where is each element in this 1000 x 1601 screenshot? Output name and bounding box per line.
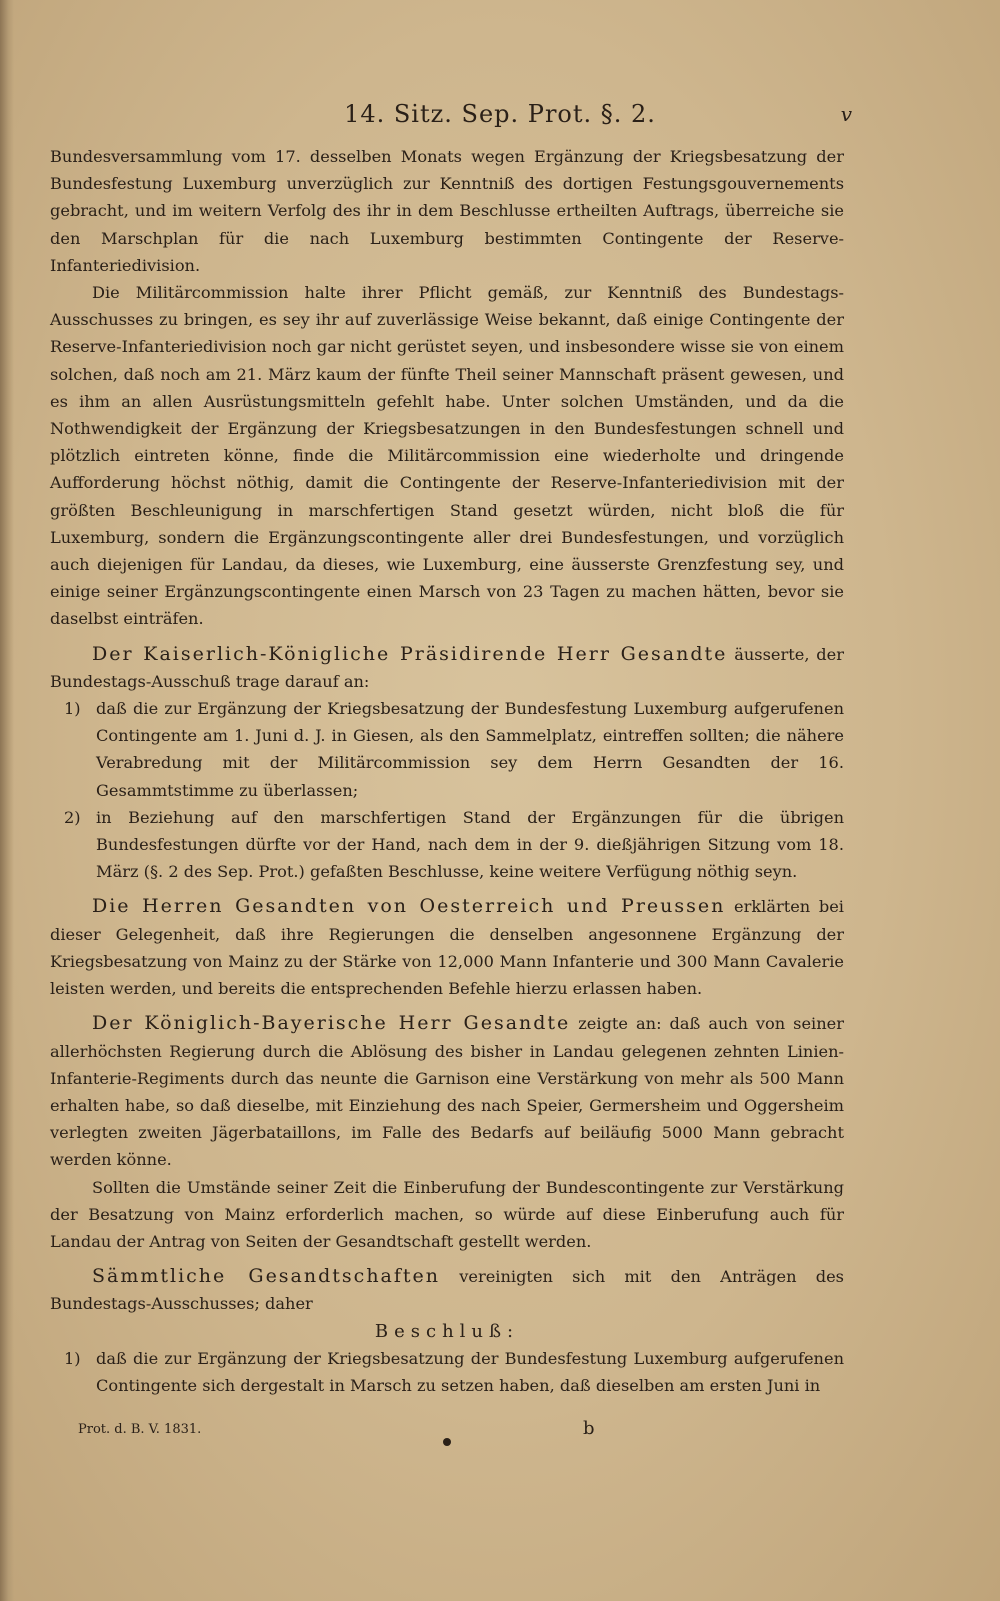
list-item	[50, 1345, 844, 1399]
resolution-list	[50, 1345, 844, 1399]
page-edge-shadow	[0, 0, 14, 1601]
paragraph-3	[50, 641, 844, 695]
paragraph-7	[50, 1263, 844, 1317]
body-text	[50, 143, 844, 1399]
paragraph-4-lead: Die Herren Gesandten von Oesterreich und Preussen	[92, 895, 726, 918]
list-item-text: in Beziehung auf den marschfertigen Stand der Ergänzungen für die übrigen Bundesfestungen dürfte vor der Hand, nach dem in der 9. dießjährigen Sitzung vom 18. März (§. 2 des Sep. Prot.) gefaßten Beschlusse, keine weitere Verfügung nöthig seyn.	[96, 807, 844, 882]
paragraph-4	[50, 893, 844, 1002]
signature-mark: Prot. d. B. V. 1831.	[78, 1422, 202, 1437]
paragraph-5-rest: zeigte an: daß auch von seiner allerhöchsten Regierung durch die Ablösung des bisher in Landau gelegenen zehnten Linien-Infanterie-Regiments durch das neunte die Garnison eine Verstärkung von mehr als 500 Mann erhalten habe, so daß dieselbe, mit Einziehung des nach Speier, Germersheim und Oggersheim verlegten zweiten Jägerbataillons, im Falle des Bedarfs auf beiläufig 5000 Mann gebracht werden könne.	[50, 1014, 844, 1170]
paragraph-6: Sollten die Umstände seiner Zeit die Einberufung der Bundescontingente zur Verstärkung der Besatzung von Mainz erforderlich machen, so würde auf diese Einberufung auch für Landau der Antrag von Seiten der Gesandtschaft gestellt werden.	[50, 1177, 844, 1251]
resolution-heading: Beschluß:	[374, 1320, 520, 1342]
list-item	[50, 695, 844, 804]
list-item-text: daß die zur Ergänzung der Kriegsbesatzung der Bundesfestung Luxemburg aufgerufenen Contingente sich dergestalt in Marsch zu setzen haben, daß dieselben am ersten Juni in	[96, 1348, 844, 1395]
list-item-text: daß die zur Ergänzung der Kriegsbesatzung der Bundesfestung Luxemburg aufgerufenen Contingente am 1. Juni d. J. in Giesen, als den Sammelplatz, eintreffen sollten; die nähere Verabredung mit der Militärcommission sey dem Herrn Gesandten der 16. Gesammtstimme zu überlassen;	[96, 699, 844, 800]
proposal-list	[50, 695, 844, 885]
paragraph-7-lead: Sämmtliche Gesandtschaften	[92, 1265, 441, 1288]
paragraph-2: Die Militärcommission halte ihrer Pflicht gemäß, zur Kenntniß des Bundestags-Ausschusses zu bringen, es sey ihr auf zuverlässige Weise bekannt, daß einige Contingente der Reserve-Infanteriedivision noch gar nicht gerüstet seyen, und insbesondere wisse sie von einem solchen, daß noch am 21. März kaum der fünfte Theil seiner Mannschaft präsent gewesen, und es ihm an allen Ausrüstungsmitteln gefehlt habe. Unter solchen Umständen, und da die Nothwendigkeit der Ergänzung der Kriegsbesatzungen in den Bundesfestungen schnell und plötzlich eintreten könne, finde die Militärcommission eine wiederholte und dringende Aufforderung höchst nöthig, damit die Contingente der Reserve-Infanteriedivision mit der größten Beschleunigung in marschfertigen Stand gesetzt würden, nicht bloß die für Luxemburg, sondern die Ergänzungscontingente aller drei Bundesfestungen, und vorzüglich auch diejenigen für Landau, da dieses, wie Luxemburg, eine äusserste Grenzfestung sey, und einige seiner Ergänzungscontingente einen Marsch von 23 Tagen zu machen hätten, bevor sie daselbst einträfen.	[50, 283, 844, 629]
paragraph-7-rest: vereinigten sich mit den Anträgen des Bundestags-Ausschusses; daher	[50, 1267, 844, 1314]
paragraph-5-lead: Der Königlich-Bayerische Herr Gesandte	[92, 1012, 571, 1035]
page-footer	[0, 1418, 1000, 1448]
ink-dot	[443, 1438, 451, 1446]
list-item-number: 2)	[64, 807, 81, 827]
paragraph-4-rest: erklärten bei dieser Gelegenheit, daß ihre Regierungen die denselben angesonnene Ergänzung der Kriegsbesatzung von Mainz zu der Stärke von 12,000 Mann Infanterie und 300 Mann Cavalerie leisten werden, und bereits die entsprechenden Befehle hierzu erlassen haben.	[50, 897, 844, 999]
list-item	[50, 804, 844, 886]
page-header	[0, 96, 1000, 136]
paragraph-3-rest: äusserte, der Bundestags-Ausschuß trage darauf an:	[50, 644, 844, 691]
paragraph-3-lead: Der Kaiserlich-Königliche Präsidirende Herr Gesandte	[92, 642, 728, 665]
list-item-number: 1)	[64, 699, 81, 719]
sheet-letter: b	[583, 1418, 595, 1439]
header-title: 14. Sitz. Sep. Prot. §. 2.	[344, 100, 656, 128]
list-item-number: 1)	[64, 1348, 81, 1368]
paragraph-1: Bundesversammlung vom 17. desselben Monats wegen Ergänzung der Kriegsbesatzung der Bundesfestung Luxemburg unverzüglich zur Kenntniß des dortigen Festungsgouvernements gebracht, und im weitern Verfolg des ihr in dem Beschlusse ertheilten Auftrags, überreiche sie den Marschplan für die nach Luxemburg bestimmten Contingente der Reserve-Infanteriedivision.	[50, 147, 844, 275]
page-number: v	[840, 102, 852, 126]
paragraph-5	[50, 1010, 844, 1173]
